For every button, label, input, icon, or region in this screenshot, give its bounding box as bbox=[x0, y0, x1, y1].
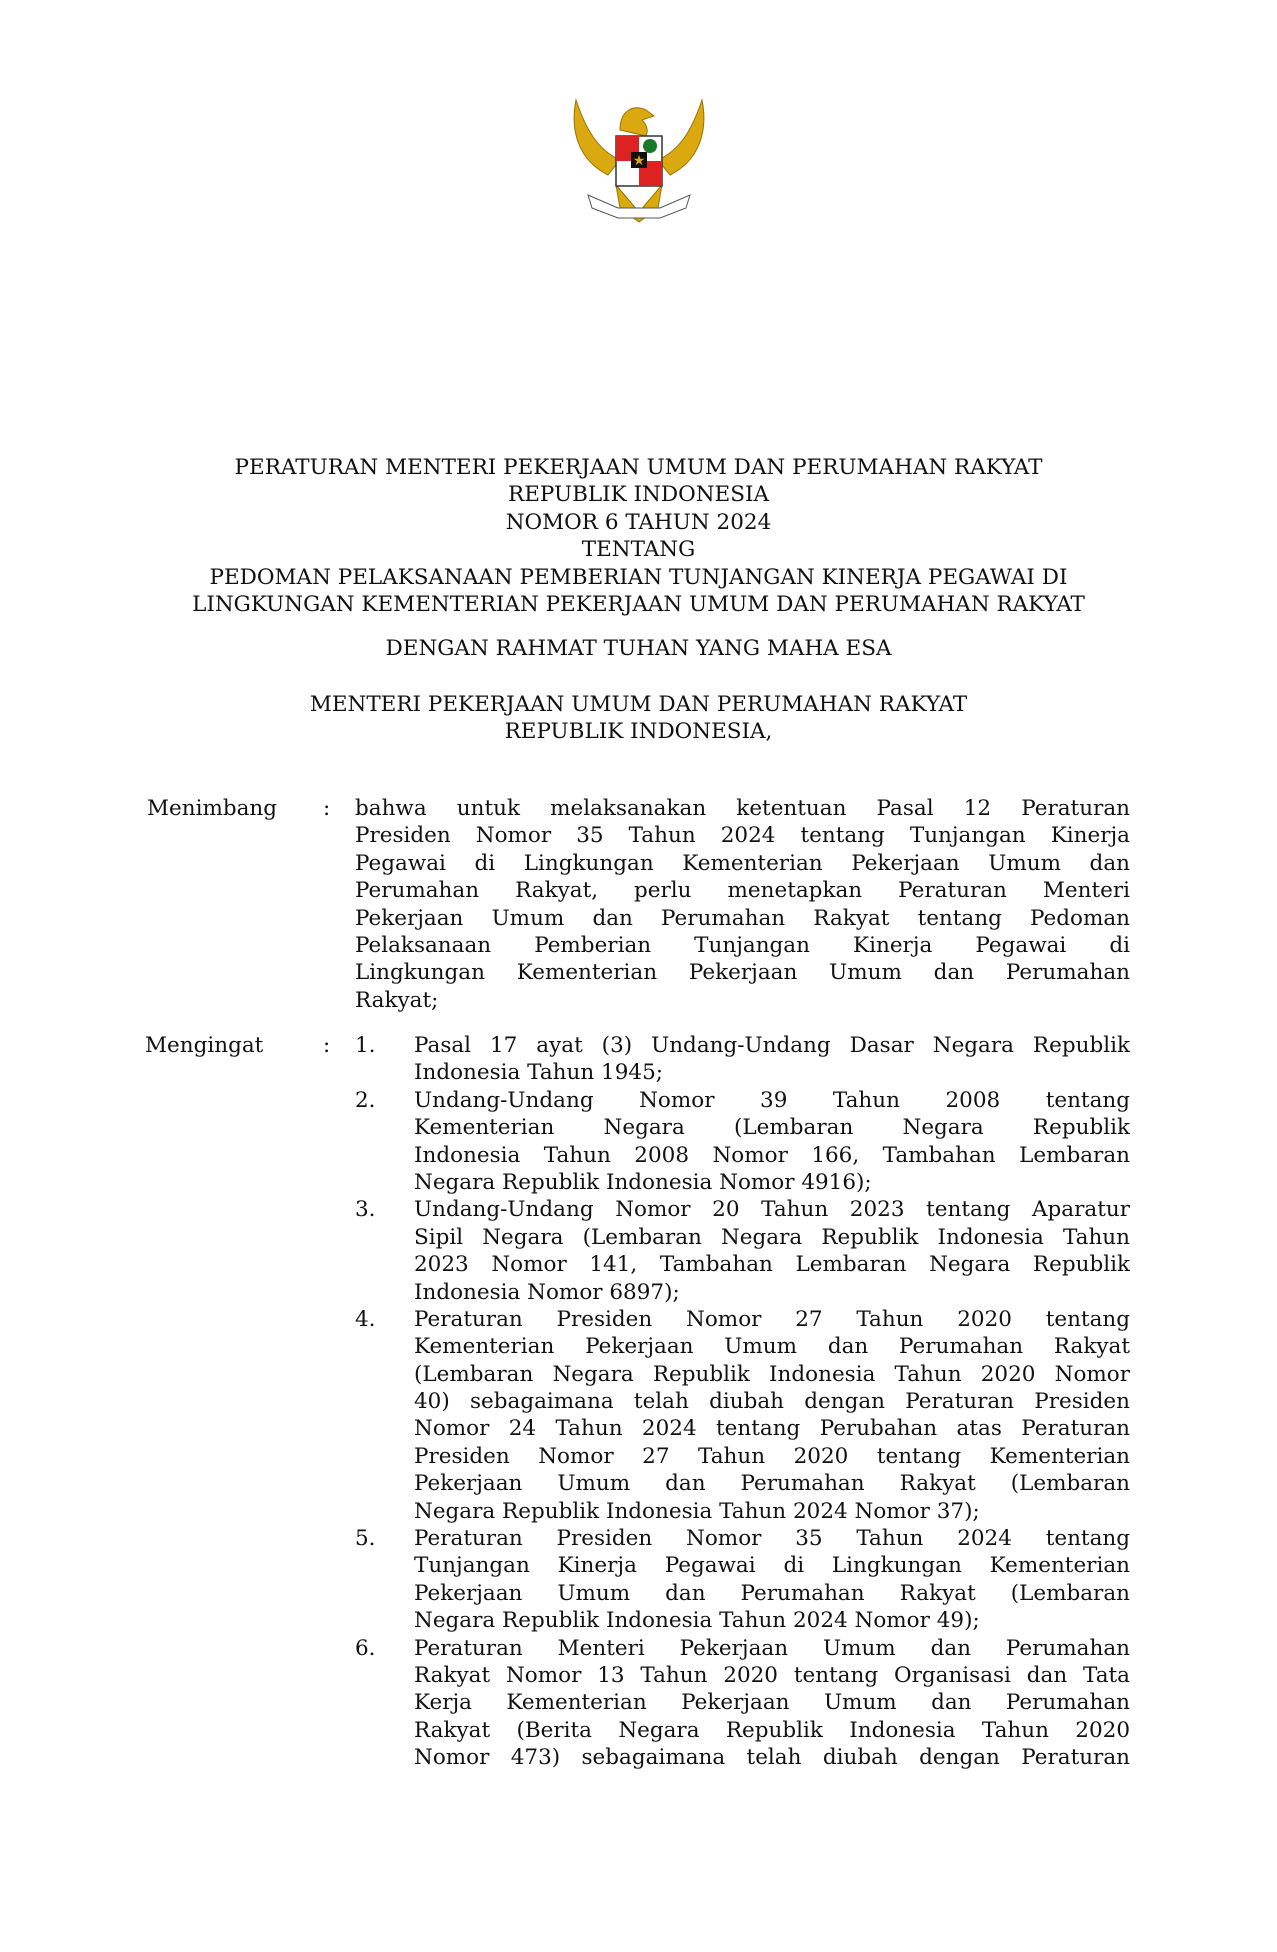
title-line: TENTANG bbox=[581, 537, 696, 563]
menimbang-colon: : bbox=[323, 796, 331, 821]
item-text bbox=[414, 1196, 1130, 1306]
item-line: Negara Republik Indonesia Nomor 4916); bbox=[414, 1169, 872, 1195]
issuer-line: MENTERI PEKERJAAN UMUM DAN PERUMAHAN RAKYAT bbox=[309, 692, 968, 717]
item-line: Pasal 17 ayat (3) Undang-Undang Dasar Negara Republik bbox=[414, 1033, 1130, 1058]
item-line: Kementerian Negara (Lembaran Negara Republik bbox=[414, 1115, 1130, 1141]
mengingat-label: Mengingat bbox=[145, 1033, 264, 1058]
item-line: Sipil Negara (Lembaran Negara Republik Indonesia Tahun bbox=[414, 1224, 1130, 1250]
item-text bbox=[414, 1306, 1130, 1525]
menimbang-line: Perumahan Rakyat, perlu menetapkan Peraturan Menteri bbox=[355, 878, 1130, 904]
item-line: Negara Republik Indonesia Tahun 2024 Nomor 49); bbox=[414, 1608, 980, 1634]
svg-text:★: ★ bbox=[632, 153, 646, 169]
item-line: Undang-Undang Nomor 39 Tahun 2008 tentang bbox=[414, 1087, 1130, 1113]
menimbang-line: Rakyat; bbox=[355, 987, 439, 1013]
menimbang-text bbox=[355, 795, 1130, 1014]
item-line: Presiden Nomor 27 Tahun 2020 tentang Kementerian bbox=[414, 1443, 1130, 1469]
item-line: 40) sebagaimana telah diubah dengan Peraturan Presiden bbox=[414, 1389, 1130, 1415]
preamble: DENGAN RAHMAT TUHAN YANG MAHA ESA bbox=[385, 636, 892, 661]
item-text bbox=[414, 1032, 1130, 1087]
menimbang-line: Presiden Nomor 35 Tahun 2024 tentang Tunjangan Kinerja bbox=[355, 823, 1130, 849]
item-line: 2023 Nomor 141, Tambahan Lembaran Negara Republik bbox=[414, 1252, 1130, 1278]
item-line: Rakyat Nomor 13 Tahun 2020 tentang Organisasi dan Tata bbox=[414, 1662, 1130, 1688]
item-text bbox=[414, 1087, 1130, 1197]
item-line: Indonesia Tahun 1945; bbox=[414, 1060, 664, 1086]
regulation-title bbox=[0, 454, 1277, 618]
menimbang-line: Pegawai di Lingkungan Kementerian Pekerjaan Umum dan bbox=[355, 850, 1130, 876]
item-line: Tunjangan Kinerja Pegawai di Lingkungan Kementerian bbox=[414, 1553, 1130, 1579]
issuer-line: REPUBLIK INDONESIA, bbox=[504, 719, 773, 745]
item-line: Negara Republik Indonesia Tahun 2024 Nomor 37); bbox=[414, 1498, 980, 1524]
menimbang-line: Lingkungan Kementerian Pekerjaan Umum dan Perumahan bbox=[355, 960, 1130, 986]
item-line: Pekerjaan Umum dan Perumahan Rakyat (Lembaran bbox=[414, 1471, 1130, 1497]
legal-basis-item bbox=[355, 1087, 1130, 1197]
item-text bbox=[414, 1635, 1130, 1772]
item-number: 1. bbox=[355, 1033, 376, 1058]
item-number: 3. bbox=[355, 1197, 376, 1223]
legal-basis-item bbox=[355, 1032, 1130, 1087]
item-line: Nomor 473) sebagaimana telah diubah dengan Peraturan bbox=[414, 1745, 1130, 1771]
menimbang-label: Menimbang bbox=[147, 796, 278, 821]
menimbang-line: Pelaksanaan Pemberian Tunjangan Kinerja Pegawai di bbox=[355, 932, 1130, 958]
garuda-pancasila-emblem bbox=[568, 90, 710, 232]
mengingat-list bbox=[355, 1032, 1130, 1772]
item-line: Undang-Undang Nomor 20 Tahun 2023 tentang Aparatur bbox=[414, 1197, 1130, 1223]
issuer bbox=[0, 691, 1277, 746]
mengingat-colon: : bbox=[323, 1033, 331, 1058]
item-line: Indonesia Tahun 2008 Nomor 166, Tambahan Lembaran bbox=[414, 1142, 1130, 1168]
item-line: Peraturan Presiden Nomor 27 Tahun 2020 tentang bbox=[414, 1306, 1130, 1332]
title-line: PERATURAN MENTERI PEKERJAAN UMUM DAN PERUMAHAN RAKYAT bbox=[234, 455, 1043, 480]
item-line: Peraturan Presiden Nomor 35 Tahun 2024 tentang bbox=[414, 1526, 1130, 1552]
item-text bbox=[414, 1525, 1130, 1635]
item-number: 4. bbox=[355, 1306, 376, 1332]
title-line: LINGKUNGAN KEMENTERIAN PEKERJAAN UMUM DAN PERUMAHAN RAKYAT bbox=[192, 591, 1085, 617]
legal-basis-item bbox=[355, 1196, 1130, 1306]
item-line: Rakyat (Berita Negara Republik Indonesia Tahun 2020 bbox=[414, 1717, 1130, 1743]
item-number: 2. bbox=[355, 1087, 376, 1113]
item-line: Kementerian Pekerjaan Umum dan Perumahan Rakyat bbox=[414, 1334, 1130, 1360]
item-line: (Lembaran Negara Republik Indonesia Tahun 2020 Nomor bbox=[414, 1361, 1130, 1387]
menimbang-line: bahwa untuk melaksanakan ketentuan Pasal 12 Peraturan bbox=[355, 796, 1130, 821]
item-line: Pekerjaan Umum dan Perumahan Rakyat (Lembaran bbox=[414, 1580, 1130, 1606]
title-line: PEDOMAN PELAKSANAAN PEMBERIAN TUNJANGAN KINERJA PEGAWAI DI bbox=[209, 564, 1068, 590]
item-line: Indonesia Nomor 6897); bbox=[414, 1279, 680, 1305]
title-line: NOMOR 6 TAHUN 2024 bbox=[505, 509, 772, 535]
item-number: 5. bbox=[355, 1526, 376, 1552]
legal-basis-item bbox=[355, 1635, 1130, 1772]
item-line: Kerja Kementerian Pekerjaan Umum dan Perumahan bbox=[414, 1690, 1130, 1716]
legal-basis-item bbox=[355, 1525, 1130, 1635]
menimbang-line: Pekerjaan Umum dan Perumahan Rakyat tentang Pedoman bbox=[355, 905, 1130, 931]
item-line: Nomor 24 Tahun 2024 tentang Perubahan atas Peraturan bbox=[414, 1416, 1130, 1442]
legal-basis-item bbox=[355, 1306, 1130, 1525]
item-number: 6. bbox=[355, 1635, 376, 1661]
title-line: REPUBLIK INDONESIA bbox=[508, 482, 769, 508]
item-line: Peraturan Menteri Pekerjaan Umum dan Perumahan bbox=[414, 1635, 1130, 1661]
